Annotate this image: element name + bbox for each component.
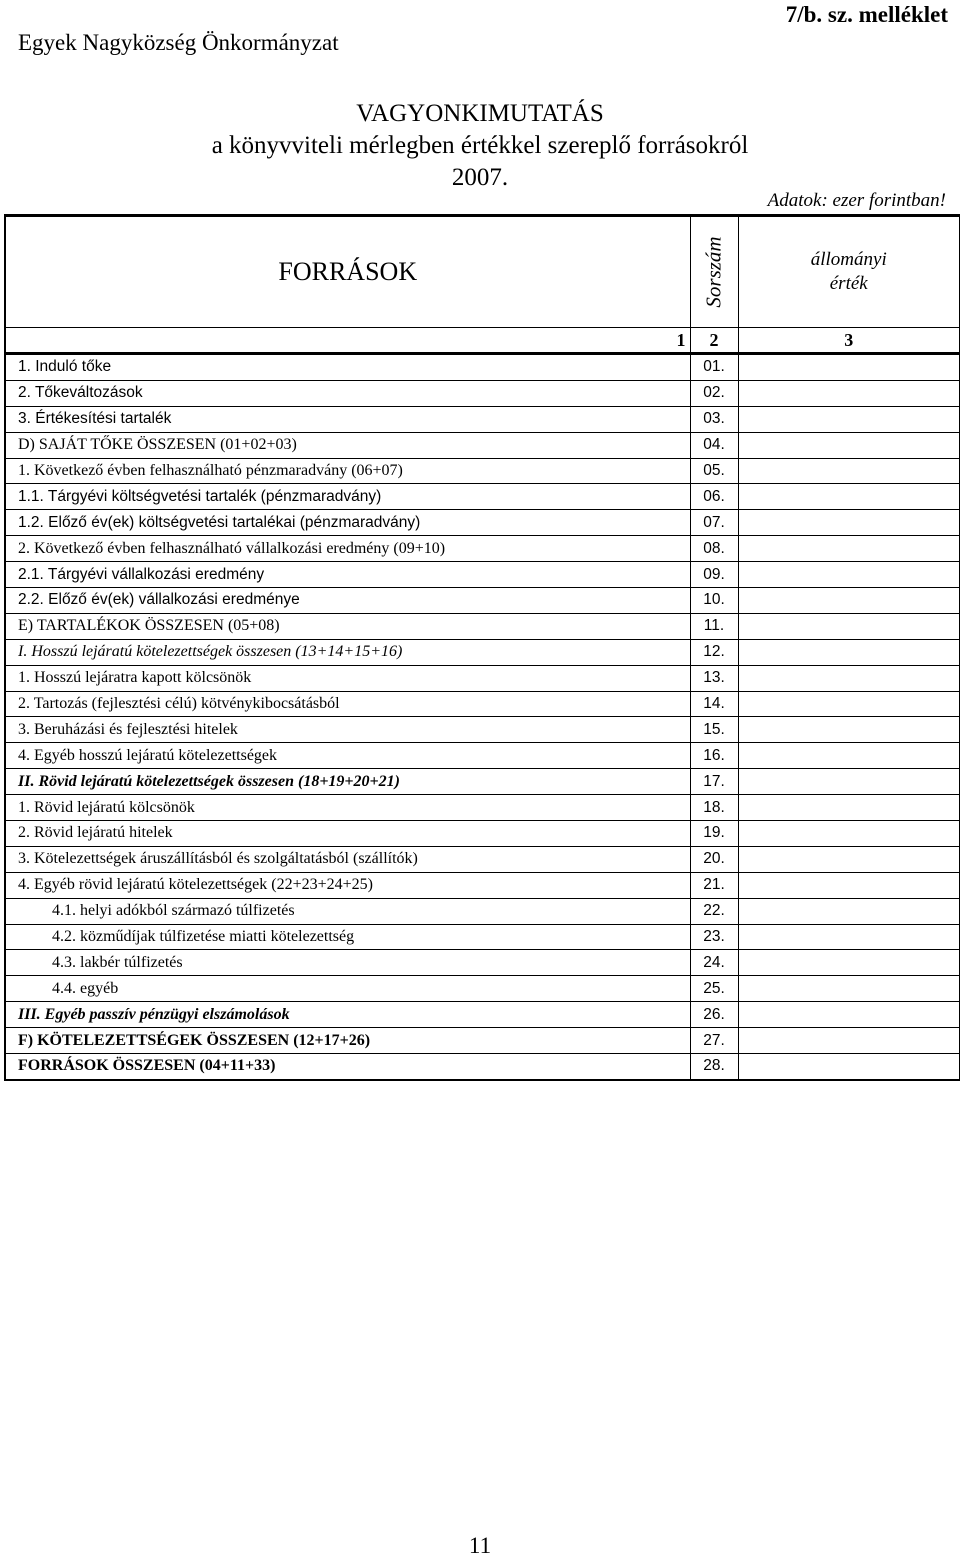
table-row bbox=[5, 795, 960, 821]
row-value bbox=[738, 691, 960, 717]
column-header-forrasok: FORRÁSOK bbox=[5, 216, 690, 328]
table-row bbox=[5, 536, 960, 562]
row-code: 13. bbox=[690, 665, 738, 691]
row-code: 02. bbox=[690, 380, 738, 406]
document-year: 2007. bbox=[451, 164, 509, 191]
row-code: 24. bbox=[690, 950, 738, 976]
row-code: 17. bbox=[690, 769, 738, 795]
row-value bbox=[738, 458, 960, 484]
sorszam-label: Sorszám bbox=[701, 236, 726, 308]
row-label: 2.1. Tárgyévi vállalkozási eredmény bbox=[5, 562, 690, 588]
column-header-allomanyi-ertek bbox=[738, 216, 960, 328]
annex-label: 7/b. sz. melléklet bbox=[785, 2, 948, 27]
table-row bbox=[5, 613, 960, 639]
column-header-sorszam bbox=[690, 216, 738, 328]
row-code: 21. bbox=[690, 872, 738, 898]
row-value bbox=[738, 354, 960, 381]
row-label: 1. Hosszú lejáratra kapott kölcsönök bbox=[5, 665, 690, 691]
table-row bbox=[5, 872, 960, 898]
row-code: 28. bbox=[690, 1054, 738, 1080]
row-code: 27. bbox=[690, 1028, 738, 1054]
row-label: I. Hosszú lejáratú kötelezettségek összesen (13+14+15+16) bbox=[5, 639, 690, 665]
row-label: 1. Induló tőke bbox=[5, 354, 690, 381]
row-code: 10. bbox=[690, 588, 738, 614]
table-row bbox=[5, 1002, 960, 1028]
table-row bbox=[5, 769, 960, 795]
row-value bbox=[738, 846, 960, 872]
table-row bbox=[5, 821, 960, 847]
row-code: 23. bbox=[690, 924, 738, 950]
row-value bbox=[738, 484, 960, 510]
row-label: 4.1. helyi adókból származó túlfizetés bbox=[5, 898, 690, 924]
table-row bbox=[5, 354, 960, 381]
organization-name: Egyek Nagyközség Önkormányzat bbox=[18, 30, 339, 55]
document-subtitle: a könyvviteli mérlegben értékkel szereplő forrásokról bbox=[211, 132, 749, 159]
row-code: 09. bbox=[690, 562, 738, 588]
table-body bbox=[5, 354, 960, 1080]
row-value bbox=[738, 898, 960, 924]
row-label: III. Egyéb passzív pénzügyi elszámolások bbox=[5, 1002, 690, 1028]
row-code: 14. bbox=[690, 691, 738, 717]
row-code: 08. bbox=[690, 536, 738, 562]
row-value bbox=[738, 795, 960, 821]
row-label: 4. Egyéb hosszú lejáratú kötelezettségek bbox=[5, 743, 690, 769]
row-value bbox=[738, 665, 960, 691]
row-label: 2. Tartozás (fejlesztési célú) kötvénykibocsátásból bbox=[5, 691, 690, 717]
column-number-2: 2 bbox=[690, 328, 738, 354]
row-value bbox=[738, 536, 960, 562]
row-label: 4. Egyéb rövid lejáratú kötelezettségek (22+23+24+25) bbox=[5, 872, 690, 898]
row-label: 1. Rövid lejáratú kölcsönök bbox=[5, 795, 690, 821]
row-label: 3. Beruházási és fejlesztési hitelek bbox=[5, 717, 690, 743]
row-label: 3. Értékesítési tartalék bbox=[5, 406, 690, 432]
row-value bbox=[738, 639, 960, 665]
table-row bbox=[5, 484, 960, 510]
table-row bbox=[5, 691, 960, 717]
row-value bbox=[738, 924, 960, 950]
row-code: 03. bbox=[690, 406, 738, 432]
row-code: 22. bbox=[690, 898, 738, 924]
row-label: 4.2. közműdíjak túlfizetése miatti kötelezettség bbox=[5, 924, 690, 950]
table-row bbox=[5, 924, 960, 950]
table-row bbox=[5, 562, 960, 588]
row-label: 4.4. egyéb bbox=[5, 976, 690, 1002]
table-row bbox=[5, 588, 960, 614]
table-row bbox=[5, 743, 960, 769]
row-label: 2. Következő évben felhasználható vállalkozási eredmény (09+10) bbox=[5, 536, 690, 562]
row-value bbox=[738, 1002, 960, 1028]
table-row bbox=[5, 846, 960, 872]
column-header-ertek-line1: állományi bbox=[810, 249, 887, 270]
row-label: FORRÁSOK ÖSSZESEN (04+11+33) bbox=[5, 1054, 690, 1080]
table-row bbox=[5, 510, 960, 536]
table-row bbox=[5, 458, 960, 484]
table-row bbox=[5, 639, 960, 665]
row-label: 2.2. Előző év(ek) vállalkozási eredménye bbox=[5, 588, 690, 614]
row-label: 1. Következő évben felhasználható pénzmaradvány (06+07) bbox=[5, 458, 690, 484]
row-label: 4.3. lakbér túlfizetés bbox=[5, 950, 690, 976]
row-value bbox=[738, 872, 960, 898]
column-number-1: 1 bbox=[5, 328, 690, 354]
table-row bbox=[5, 406, 960, 432]
row-label: 1.2. Előző év(ek) költségvetési tartalékai (pénzmaradvány) bbox=[5, 510, 690, 536]
table-row bbox=[5, 380, 960, 406]
row-value bbox=[738, 976, 960, 1002]
table-row bbox=[5, 1028, 960, 1054]
row-code: 26. bbox=[690, 1002, 738, 1028]
row-value bbox=[738, 769, 960, 795]
row-value bbox=[738, 510, 960, 536]
row-code: 12. bbox=[690, 639, 738, 665]
row-label: 2. Rövid lejáratú hitelek bbox=[5, 821, 690, 847]
row-code: 18. bbox=[690, 795, 738, 821]
row-value bbox=[738, 821, 960, 847]
table-row bbox=[5, 432, 960, 458]
document-title: VAGYONKIMUTATÁS bbox=[356, 100, 604, 127]
row-code: 15. bbox=[690, 717, 738, 743]
row-value bbox=[738, 588, 960, 614]
table-row bbox=[5, 898, 960, 924]
row-value bbox=[738, 613, 960, 639]
row-value bbox=[738, 432, 960, 458]
table-row bbox=[5, 717, 960, 743]
row-code: 01. bbox=[690, 354, 738, 381]
table-row bbox=[5, 1054, 960, 1080]
unit-note: Adatok: ezer forintban! bbox=[767, 190, 946, 211]
row-label: F) KÖTELEZETTSÉGEK ÖSSZESEN (12+17+26) bbox=[5, 1028, 690, 1054]
row-value bbox=[738, 562, 960, 588]
row-code: 11. bbox=[690, 613, 738, 639]
row-code: 05. bbox=[690, 458, 738, 484]
column-header-ertek-line2: érték bbox=[829, 273, 868, 294]
row-code: 06. bbox=[690, 484, 738, 510]
table-row bbox=[5, 950, 960, 976]
table-row bbox=[5, 976, 960, 1002]
row-value bbox=[738, 1054, 960, 1080]
row-code: 20. bbox=[690, 846, 738, 872]
row-label: II. Rövid lejáratú kötelezettségek összesen (18+19+20+21) bbox=[5, 769, 690, 795]
row-code: 19. bbox=[690, 821, 738, 847]
row-value bbox=[738, 743, 960, 769]
row-value bbox=[738, 380, 960, 406]
row-code: 16. bbox=[690, 743, 738, 769]
row-label: 2. Tőkeváltozások bbox=[5, 380, 690, 406]
row-label: 1.1. Tárgyévi költségvetési tartalék (pénzmaradvány) bbox=[5, 484, 690, 510]
row-code: 04. bbox=[690, 432, 738, 458]
row-value bbox=[738, 950, 960, 976]
row-label: D) SAJÁT TŐKE ÖSSZESEN (01+02+03) bbox=[5, 432, 690, 458]
row-code: 07. bbox=[690, 510, 738, 536]
table-row bbox=[5, 665, 960, 691]
page-number: 11 bbox=[468, 1533, 492, 1558]
row-code: 25. bbox=[690, 976, 738, 1002]
row-value bbox=[738, 406, 960, 432]
row-label: E) TARTALÉKOK ÖSSZESEN (05+08) bbox=[5, 613, 690, 639]
row-value bbox=[738, 1028, 960, 1054]
row-label: 3. Kötelezettségek áruszállításból és szolgáltatásból (szállítók) bbox=[5, 846, 690, 872]
row-value bbox=[738, 717, 960, 743]
sources-table bbox=[4, 214, 960, 1081]
column-number-3: 3 bbox=[738, 328, 960, 354]
